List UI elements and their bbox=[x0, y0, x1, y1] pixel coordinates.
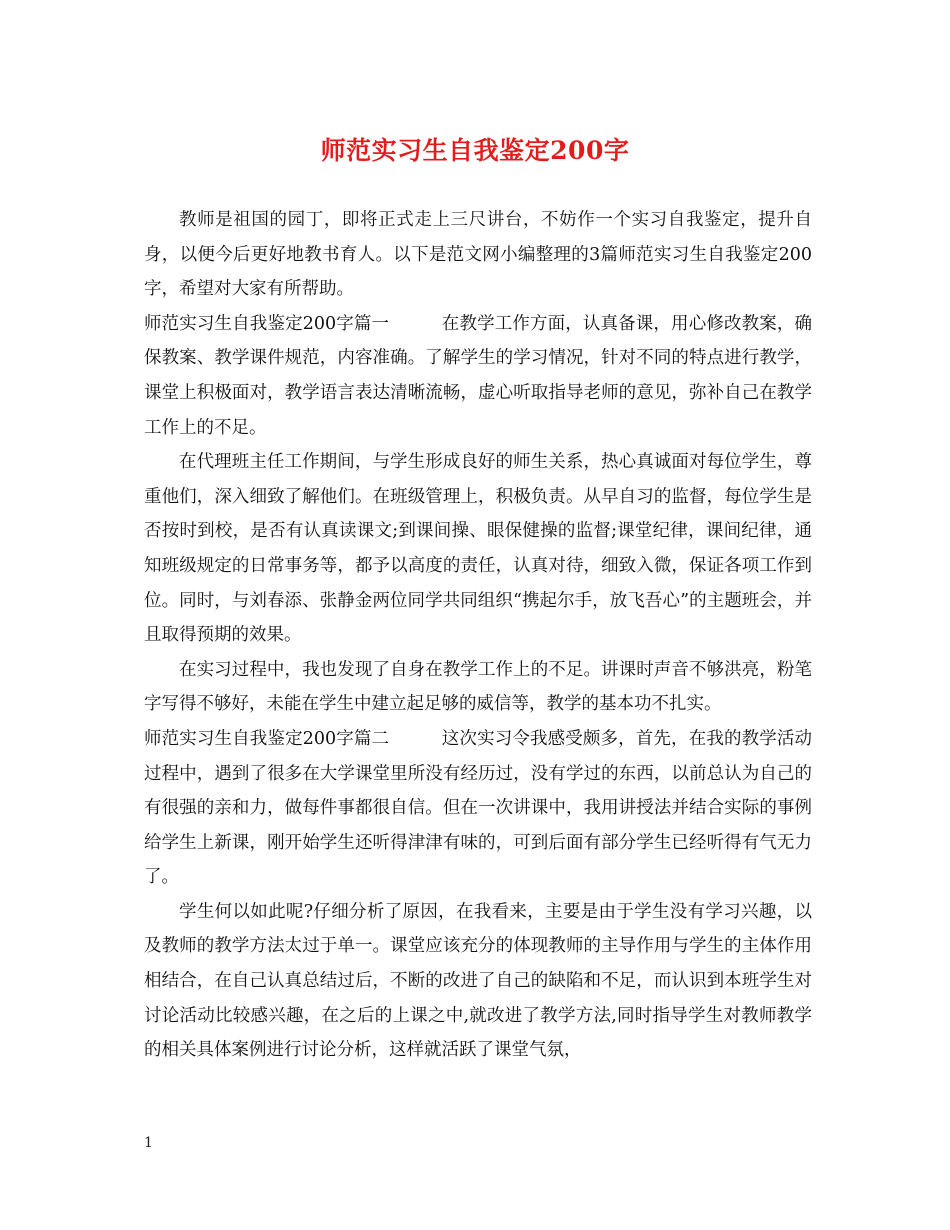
page-number: 1 bbox=[144, 1135, 153, 1151]
document-body bbox=[144, 203, 812, 1068]
section2-text: 这次实习令我感受颇多，首先，在我的教学活动过程中，遇到了很多在大学课堂里所没有经历过，没有学过的东西，以前总认为自己的有很强的亲和力，做每件事都很自信。但在一次讲课中，我用讲授法并结合实际的事例给学生上新课，刚开始学生还听得津津有味的，可到后面有部分学生已经听得有气无力了。 bbox=[144, 728, 813, 888]
document-title: 师范实习生自我鉴定200字 bbox=[320, 136, 630, 165]
section2-heading: 师范实习生自我鉴定200字篇二 bbox=[144, 728, 390, 749]
section1-paragraph-2: 在代理班主任工作期间，与学生形成良好的师生关系，热心真诚面对每位学生，尊重他们，深入细致了解他们。在班级管理上，积极负责。从早自习的监督，每位学生是否按时到校，是否有认真读课文;到课间操、眼保健操的监督;课堂纪律，课间纪律，通知班级规定的日常事务等，都予以高度的责任，认真对待，细致入微，保证各项工作到位。同时，与刘春添、张静金两位同学共同组织“携起尔手，放飞吾心”的主题班会，并且取得预期的效果。 bbox=[144, 452, 812, 646]
section1-paragraph bbox=[144, 307, 812, 445]
section1-paragraph-3: 在实习过程中，我也发现了自身在教学工作上的不足。讲课时声音不够洪亮，粉笔字写得不够好，未能在学生中建立起足够的威信等，教学的基本功不扎实。 bbox=[144, 659, 812, 715]
section2-paragraph-2: 学生何以如此呢?仔细分析了原因，在我看来，主要是由于学生没有学习兴趣，以及教师的教学方法太过于单一。课堂应该充分的体现教师的主导作用与学生的主体作用相结合，在自己认真总结过后，不断的改进了自己的缺陷和不足，而认识到本班学生对讨论活动比较感兴趣，在之后的上课之中,就改进了教学方法,同时指导学生对教师教学的相关具体案例进行讨论分析，这样就活跃了课堂气氛， bbox=[144, 901, 812, 1061]
section1-text: 在教学工作方面，认真备课，用心修改教案，确保教案、教学课件规范，内容准确。了解学生的学习情况，针对不同的特点进行教学，课堂上积极面对，教学语言表达清晰流畅，虚心听取指导老师的意见，弥补自己在教学工作上的不足。 bbox=[144, 313, 813, 438]
section1-heading: 师范实习生自我鉴定200字篇一 bbox=[144, 313, 390, 334]
intro-paragraph: 教师是祖国的园丁，即将正式走上三尺讲台，不妨作一个实习自我鉴定，提升自身，以便今后更好地教书育人。以下是范文网小编整理的3篇师范实习生自我鉴定200字，希望对大家有所帮助。 bbox=[144, 210, 812, 300]
section2-paragraph bbox=[144, 722, 812, 895]
